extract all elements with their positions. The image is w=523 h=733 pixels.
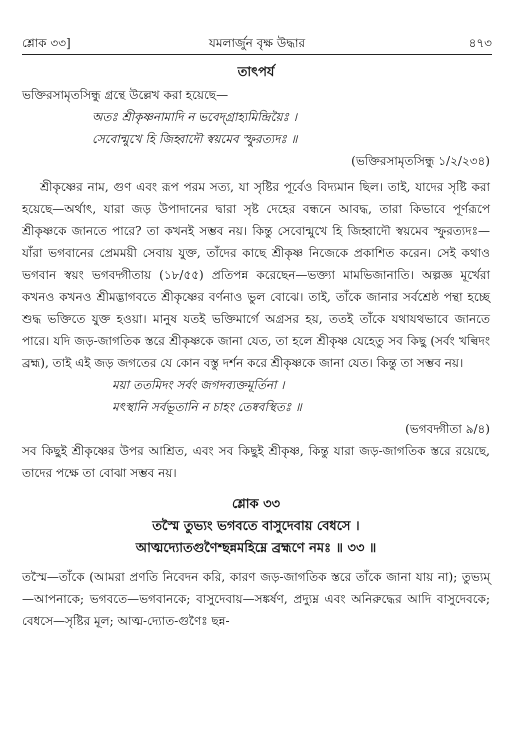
header-rule: [22, 54, 492, 55]
purport-intro: ভক্তিরসামৃতসিন্ধু গ্রন্থে উল্লেখ করা হয়েছে—: [22, 88, 229, 102]
page-number: ৪৭৩: [468, 36, 492, 50]
purport-heading: তাৎপর্য: [237, 65, 275, 80]
quote-verse-line-1: অতঃ শ্রীকৃষ্ণনামাদি ন ভবেদ্‌গ্রাহ্যমিন্দ্রিয়ৈঃ ।: [92, 110, 298, 124]
gita-verse-line-1: ময়া ততমিদং সর্বং জগদব্যক্তমূর্তিনা ।: [112, 378, 285, 392]
header-verse-ref: শ্লোক ৩৩]: [22, 36, 71, 50]
quote-verse-line-2: সেবোন্মুখে হি জিহ্বাদৌ স্বয়মেব স্ফুরত্যদঃ ॥: [92, 132, 298, 146]
sloka-heading: শ্লোক ৩৩: [231, 497, 281, 512]
purport-paragraph-2: সব কিছুই শ্রীকৃষ্ণের উপর আশ্রিত, এবং সব কিছুই শ্রীকৃষ্ণ, কিন্তু যারা জড়-জাগতিক স্তরে রয়েছে, তাদের পক্ষে তা বোঝা সম্ভব নয়।: [22, 444, 490, 480]
purport-paragraph-1: শ্রীকৃষ্ণের নাম, গুণ এবং রূপ পরম সত্য, যা সৃষ্টির পূর্বেও বিদ্যমান ছিল। তাই, যাদের সৃষ্টি করা হয়েছে—অর্থাৎ, যারা জড় উপাদানের দ্বারা সৃষ্ট দেহের বন্ধনে আবদ্ধ, তারা কিভাবে পূর্ণরূপে শ্রীকৃষ্ণকে জানতে পারে? তা কখনই সম্ভব নয়। কিন্তু সেবোন্মুখে হি জিহ্বাদৌ স্বয়মেব স্ফুরত্যদঃ—যাঁরা ভগবানের প্রেমময়ী সেবায় যুক্ত, তাঁদের কাছে শ্রীকৃষ্ণ নিজেকে প্রকাশিত করেন। সেই কথাও ভগবান স্বয়ং ভগবদ্গীতায় (১৮/৫৫) প্রতিপন্ন করেছেন—ভক্ত্যা মামভিজানাতি। অল্পজ্ঞ মূর্খেরা কখনও কখনও শ্রীমদ্ভাগবতে শ্রীকৃষ্ণের বর্ণনাও ভুল বোঝে। তাই, তাঁকে জানার সর্বশ্রেষ্ঠ পন্থা হচ্ছে শুদ্ধ ভক্তিতে যুক্ত হওয়া। মানুষ যতই ভক্তিমার্গে অগ্রসর হয়, ততই তাঁকে যথাযথভাবে জানতে পারে। যদি জড়-জাগতিক স্তরে শ্রীকৃষ্ণকে জানা যেত, তা হলে শ্রীকৃষ্ণ যেহেতু সব কিছু (সর্বং খল্বিদং ব্রহ্ম), তাই এই জড় জগতের যে কোন বস্তু দর্শন করে শ্রীকৃষ্ণকে জানা যেত। কিন্তু তা সম্ভব নয়।: [22, 180, 490, 370]
quote-citation-1: (ভক্তিরসামৃতসিন্ধু ১/২/২৩৪): [351, 154, 490, 168]
page-body: [22, 58, 490, 632]
quote-citation-2: (ভগবদ্গীতা ৯/৪): [405, 422, 490, 436]
synonyms-paragraph: তস্মৈ—তাঁকে (আমরা প্রণতি নিবেদন করি, কারণ জড়-জাগতিক স্তরে তাঁকে জানা যায় না); তুভ্যম্—আপনাকে; ভগবতে—ভগবানকে; বাসুদেবায়—সঙ্কর্ষণ, প্রদ্যুম্ন এবং অনিরুদ্ধের আদি বাসুদেবকে; বেধসে—সৃষ্টির মূল; আত্ম-দ্যোত-গুণৈঃ ছন্ন-: [22, 570, 490, 628]
gita-verse-line-2: মৎস্থানি সর্বভূতানি ন চাহং তেষ্ববস্থিতঃ ॥: [112, 400, 302, 414]
header-chapter-title: যমলার্জুন বৃক্ষ উদ্ধার: [208, 36, 306, 50]
running-header: [22, 34, 492, 52]
sloka-line-2: আত্মদ্যোতগুণৈশ্ছন্নমহিম্নে ব্রহ্মণে নমঃ ॥ ৩৩ ॥: [135, 541, 377, 556]
sloka-line-1: তস্মৈ তুভ্যং ভগবতে বাসুদেবায় বেধসে ।: [152, 519, 360, 534]
